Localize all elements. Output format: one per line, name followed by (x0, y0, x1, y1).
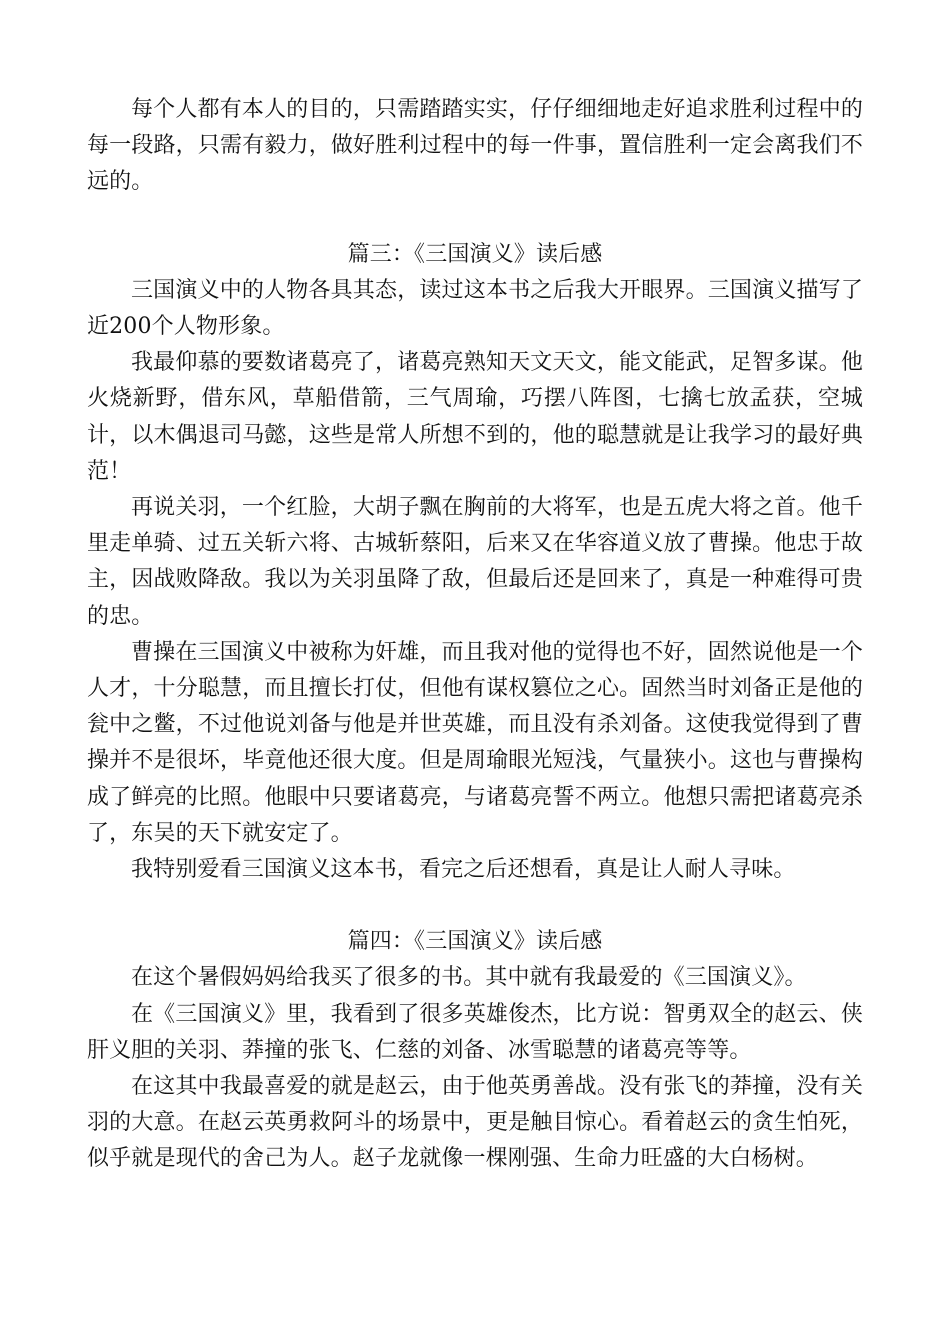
paragraph: 我最仰慕的要数诸葛亮了，诸葛亮熟知天文天文，能文能武，足智多谋。他火烧新野，借东风，草船借箭，三气周瑜，巧摆八阵图，七擒七放孟获，空城计，以木偶退司马懿，这些是常人所想不到的，他的聪慧就是让我学习的最好典范！ (87, 350, 863, 484)
paragraph: 曹操在三国演义中被称为奸雄，而且我对他的觉得也不好，固然说他是一个人才，十分聪慧，而且擅长打仗，但他有谋权篡位之心。固然当时刘备正是他的瓮中之鳖，不过他说刘备与他是并世英雄，而且没有杀刘备。这使我觉得到了曹操并不是很坏，毕竟他还很大度。但是周瑜眼光短浅，气量狭小。这也与曹操构成了鲜亮的比照。他眼中只要诸葛亮，与诸葛亮誓不两立。他想只需把诸葛亮杀了，东吴的天下就安定了。 (87, 639, 863, 846)
section-three (87, 237, 863, 889)
document-body (87, 92, 863, 1178)
paragraph: 在这个暑假妈妈给我买了很多的书。其中就有我最爱的《三国演义》。 (131, 965, 807, 991)
paragraph: 我特别爱看三国演义这本书，看完之后还想看，真是让人耐人寻味。 (131, 857, 796, 883)
paragraph: 在《三国演义》里，我看到了很多英雄俊杰，比方说：智勇双全的赵云、侠肝义胆的关羽、莽撞的张飞、仁慈的刘备、冰雪聪慧的诸葛亮等等。 (87, 1001, 863, 1063)
section-title: 篇四：《三国演义》读后感 (347, 929, 603, 955)
section-spacer (87, 201, 863, 237)
section-title: 篇三：《三国演义》读后感 (347, 241, 603, 267)
paragraph: 三国演义中的人物各具其态，读过这本书之后我大开眼界。三国演义描写了近200个人物形象。 (87, 277, 863, 340)
section-spacer (87, 888, 863, 924)
section-four (87, 924, 863, 1177)
paragraph: 在这其中我最喜爱的就是赵云，由于他英勇善战。没有张飞的莽撞，没有关羽的大意。在赵云英勇救阿斗的场景中，更是触目惊心。看着赵云的贪生怕死，似乎就是现代的舍己为人。赵子龙就像一棵刚强、生命力旺盛的大白杨树。 (87, 1074, 863, 1172)
paragraph: 再说关羽，一个红脸，大胡子飘在胸前的大将军，也是五虎大将之首。他千里走单骑、过五关斩六将、古城斩蔡阳，后来又在华容道义放了曹操。他忠于故主，因战败降敌。我以为关羽虽降了敌，但最后还是回来了，真是一种难得可贵的忠。 (87, 495, 863, 629)
intro-paragraph: 每个人都有本人的目的，只需踏踏实实，仔仔细细地走好追求胜利过程中的每一段路，只需有毅力，做好胜利过程中的每一件事，置信胜利一定会离我们不远的。 (87, 97, 863, 195)
